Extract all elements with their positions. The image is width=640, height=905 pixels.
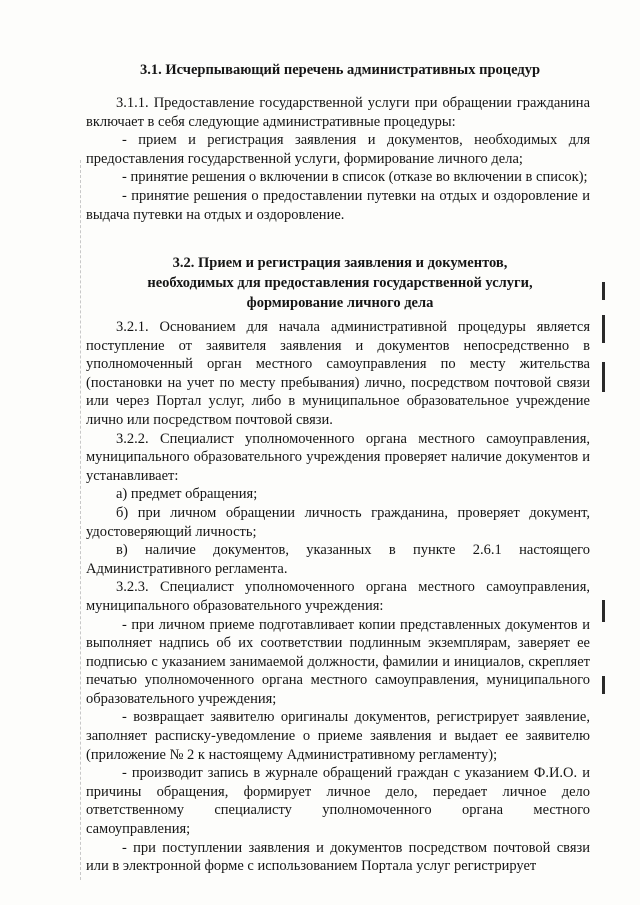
scan-margin-mark (602, 600, 605, 622)
scan-margin-mark (602, 315, 605, 343)
list-item: - принятие решения о предоставлении путевки на отдых и оздоровление и выдача путевки на отдых и оздоровление. (86, 187, 590, 223)
section-3-1-title: 3.1. Исчерпывающий перечень административных процедур (139, 62, 541, 78)
section-3-2-title-line: необходимых для предоставления государственной услуги, (147, 275, 533, 291)
section-3-2-title-line: формирование личного дела (246, 295, 434, 311)
list-item: а) предмет обращения; (116, 486, 258, 503)
section-3-2-title (80, 253, 600, 313)
paragraph-3-2-1: 3.2.1. Основанием для начала административной процедуры является поступление от заявителя заявления и документов непосредственно в уполномоченный орган местного самоуправления по месту жительства (постановки на учет по месту пребывания) лично, посредством почтовой связи или через Портал услуг, либо в муниципальное образовательное учреждение лично или посредством почтовой связи. (86, 319, 590, 428)
scan-margin-mark (602, 362, 605, 392)
scan-margin-mark (602, 282, 605, 300)
scan-margin-mark (602, 676, 605, 694)
list-item: - прием и регистрация заявления и документов, необходимых для предоставления государственной услуги, формирование личного дела; (86, 132, 590, 167)
list-item: - принятие решения о включении в список (отказе во включении в список); (122, 169, 588, 186)
list-item: - при поступлении заявления и документов посредством почтовой связи или в электронной форме с использованием Портала услуг регистрирует (86, 839, 590, 875)
list-item: - при личном приеме подготавливает копии представленных документов и выполняет надпись об их соответствии подлинным экземплярам, заверяет ее подписью с указанием занимаемой должности, фамилии и инициалов, скрепляет печатью уполномоченного органа местного самоуправления, муниципального образовательного учреждения; (86, 616, 590, 707)
paragraph-3-2-2: 3.2.2. Специалист уполномоченного органа местного самоуправления, муниципального образовательного учреждения проверяет наличие документов и устанавливает: (86, 430, 590, 484)
section-3-2-title-line: 3.2. Прием и регистрация заявления и документов, (172, 255, 508, 271)
list-item: в) наличие документов, указанных в пункте 2.6.1 настоящего Административного регламента. (86, 542, 590, 577)
paragraph-3-1-1: 3.1.1. Предоставление государственной услуги при обращении гражданина включает в себя следующие административные процедуры: (86, 95, 590, 130)
section-3-1-body (86, 94, 590, 224)
section-3-2-body (86, 318, 590, 876)
list-item: б) при личном обращении личность гражданина, проверяет документ, удостоверяющий личность; (86, 504, 590, 540)
list-item: - производит запись в журнале обращений граждан с указанием Ф.И.О. и причины обращения, формирует личное дело, передает личное дело ответственному специалисту уполномоченного органа местного самоуправления; (86, 765, 590, 838)
paragraph-3-2-3: 3.2.3. Специалист уполномоченного органа местного самоуправления, муниципального образовательного учреждения: (86, 579, 590, 614)
list-item: - возвращает заявителю оригиналы документов, регистрирует заявление, заполняет расписку-уведомление о приеме заявления и выдает ее заявителю (приложение № 2 к настоящему Административному регламенту); (86, 709, 590, 763)
